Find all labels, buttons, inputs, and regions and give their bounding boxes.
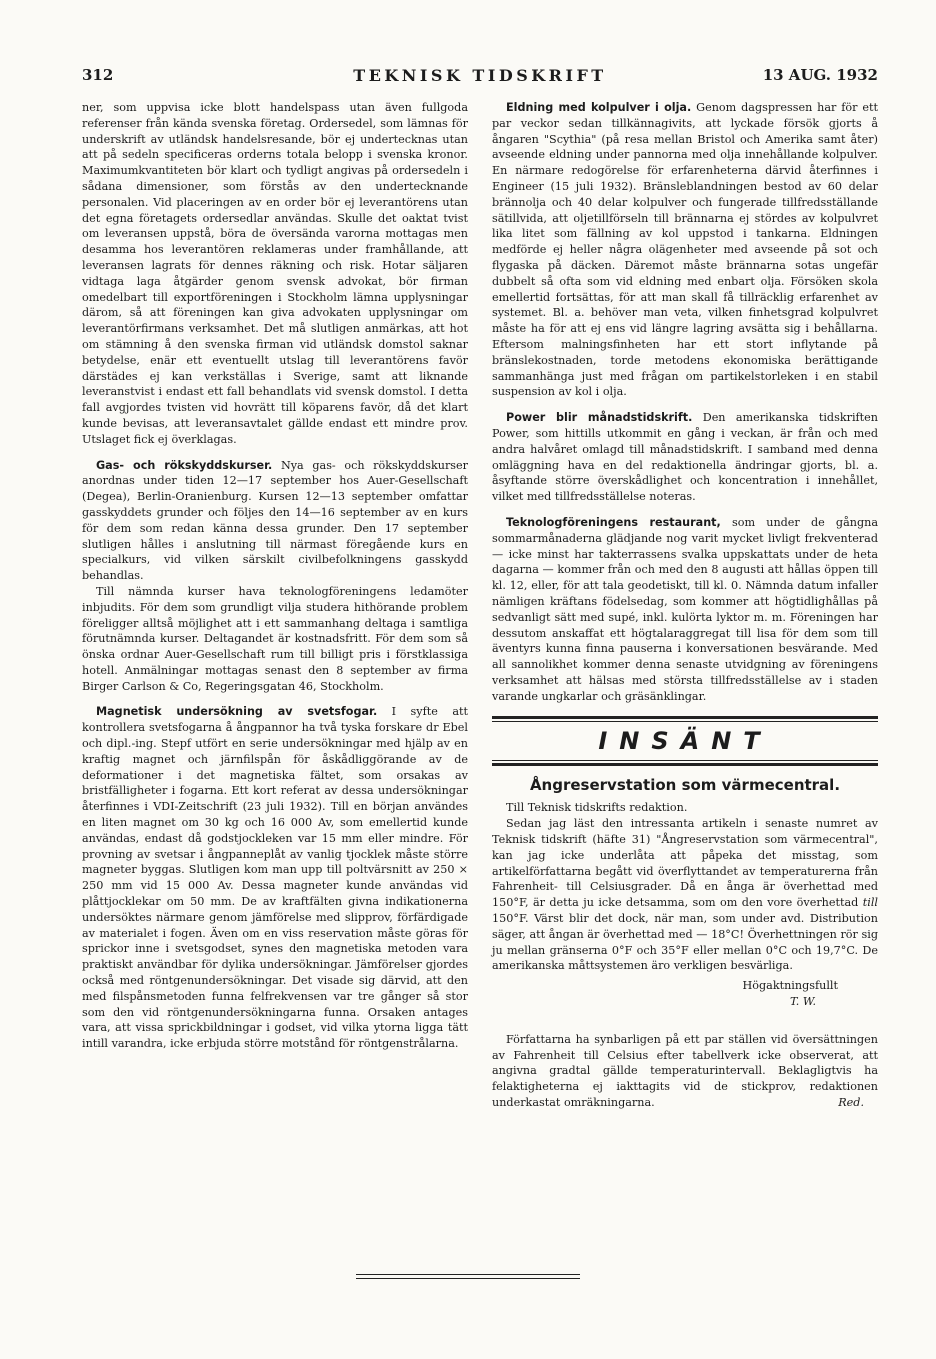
letter-signature: T. W. bbox=[789, 995, 816, 1009]
letter-body-part-1: Sedan jag läst den intressanta artikeln i senaste numret av Teknisk tidskrift (häfte 31) "Ångreservstation som värmecentral", kan jag icke underlåta att påpeka det misstag, som artikelförfattarna begått vid överflyttandet av temperaturerna från Fahrenheit- till Celsiusgrader. Då en ånga är överhettad med 150°F, är detta ju icke detsamma, som om den vore överhettad bbox=[492, 817, 878, 910]
page-header bbox=[82, 66, 878, 88]
power-article-title: Power blir månadstidskrift. bbox=[506, 411, 693, 425]
page-number: 312 bbox=[82, 66, 114, 84]
editor-note-text: Författarna ha synbarligen på ett par ställen vid översättningen av Fahrenheit till Celsius efter tabellverk icke observerat, att angivna gradtal gällde temperaturintervall. Beklagligtvis ha felaktigheterna ej iakttagits vid de stickprov, redaktionen underkastat omräkningarna. bbox=[492, 1032, 878, 1110]
page-end-rule bbox=[356, 1274, 580, 1279]
editor-signature: Red. bbox=[838, 1096, 864, 1110]
gas-article-paragraph-2: Till nämnda kurser hava teknologföreningens ledamöter inbjudits. För dem som grundligt vilja studera hithörande problem föreligger alltså möjlighet att i ett sammanhang deltaga i samtliga förutnämnda kurser. Deltagandet är kostnadsfritt. För dem som så önska ordnar Auer-Gesellschaft rum till billigt pris i förstklassiga hotell. Anmälningar mottagas senast den 8 september av firma Birger Carlson & Co, Regeringsgatan 46, Stockholm. bbox=[82, 584, 468, 693]
power-article bbox=[492, 410, 878, 505]
power-article-text: Den amerikanska tidskriften Power, som hittills utkommit en gång i veckan, är från och med andra halvåret omlagd till månadstidskrift. I samband med denna omläggning hava en del redaktionella ändringar gjorts, bl. a. åsyftande större överskådlighet och koncentration i innehållet, vilket med tillfredsställelse noteras. bbox=[492, 411, 878, 504]
letter-closing: Högaktningsfullt bbox=[742, 979, 838, 993]
letter-salutation: Till Teknisk tidskrifts redaktion. bbox=[506, 801, 688, 815]
magnet-article-text: I syfte att kontrollera svetsfogarna å ångpannor ha två tyska forskare dr Ebel och dipl.-ing. Stepf utfört en serie undersökningar med hjälp av en kraftig magnet och järnfilspån för åskådliggörande av de deformationer i det magnetiska fältet, som orsakas av bristfälligheter i fogarna. Ett kort referat av dessa undersökningar återfinnes i VDI-Zeitschrift (23 juli 1932). Till en början användes en liten magnet om 30 kg och 16 000 Av, som emellertid kunde användas, endast då godstjockleken var 15 mm eller mindre. För provning av svetsar i ångpanneplåt av vanlig tjocklek måste större magneter byggas. Slutligen kom man upp till poltvärsnitt av 250 × 250 mm vid 15 000 Av. Dessa magneter kunde användas vid plåttjocklekar om 50 mm. De av kraftfälten givna indikationerna undersöktes närmare genom jämförelse med slipprov, förfärdigade av materialet i fogen. Även om en viss reservation måste göras för sprickor inne i svetsgodset, synes den magnetiska metoden vara praktiskt användbar för dylika undersökningar. Jämförelser gjordes också med röntgenundersökningar. Det visade sig därvid, att den med filspånsmetoden funna felfrekvensen var tre gånger så stor som den vid röntgenundersökningarna funna. Orsaken antages vara, att vissa sprickbildningar i godset, vid vilka ytorna ligga tätt intill varandra, icke erbjuda större motstånd för röntgenstrålarna. bbox=[82, 705, 468, 1051]
page-end-rule-line-2 bbox=[356, 1278, 580, 1279]
left-column bbox=[82, 100, 468, 1052]
coal-article-title: Eldning med kolpulver i olja. bbox=[506, 101, 692, 114]
letter-body bbox=[492, 816, 878, 974]
page-end-rule-line-1 bbox=[356, 1274, 580, 1275]
section-rule-bottom bbox=[492, 763, 878, 766]
journal-title: TEKNISK TIDSKRIFT bbox=[353, 66, 607, 85]
coal-article bbox=[492, 100, 878, 400]
gas-article-text: Nya gas- och rökskyddskurser anordnas under tiden 12—17 september hos Auer-Gesellschaft (Degea), Berlin-Oranienburg. Kursen 12—13 september omfattar gasskyddets grunder och följes den 14—16 september av en kurs för dem som redan känna dessa grunder. Den 17 september slutligen hålles i anslutning till närmast föregående kurs en specialkurs, vid vilken särskilt civilbefolkningens gasskydd behandlas. bbox=[82, 458, 468, 583]
section-rule-top-thin bbox=[492, 721, 878, 722]
magnet-article-title: Magnetisk undersökning av svetsfogar. bbox=[96, 705, 378, 719]
gas-article-title: Gas- och rökskyddskurser. bbox=[96, 458, 273, 472]
editor-note bbox=[492, 1032, 878, 1111]
letter-body-part-2: 150°F. Värst blir det dock, när man, som under avd. Distribution säger, att ångan är överhettad med — 18°C! Överhettningen rör sig ju mellan gränserna 0°F och 35°F eller mellan 0°C och 19,7°C. De amerikanska måttsystemen äro verkligen besvärliga. bbox=[492, 912, 878, 973]
restaurant-article-title: Teknologföreningens restaurant, bbox=[506, 515, 721, 529]
restaurant-article bbox=[492, 515, 878, 705]
article-continuation: ner, som uppvisa icke blott handelspass utan även fullgoda referenser från kända svenska företag. Ordersedel, som lämnas för underskrift av utländsk handelsresande, bör ej undertecknas utan att på sedeln specificeras orderns totala belopp i svenska kronor. Maximumkvantiteten bör klart och tydligt angivas på ordersedeln i sådana dimensioner, som förstås av den undertecknande personalen. Vid placeringen av en order bör ej leverantörens utan det egna företagets ordersedlar användas. Skulle det oaktat tvist om leveransen uppstå, böra de översända varorna mottagas men desamma hos leverantören reklameras under framhållande, att leveransen lagrats för dennes räkning och risk. Hotar säljaren vidtaga laga åtgärder genom svensk advokat, bör firman omedelbart till exportföreningen i Stockholm lämna upplysningar därom, så att föreningen kan giva advokaten upplysningar om leverantörfirmans verksamhet. Det må slutligen anmärkas, att hot om stämning å den svenska firman vid utländsk domstol saknar betydelse, enär ett eventuellt utslag till leverantörens favör därstädes ej kan verkställas i Sverige, samt att liknande leveranstvist i endast ett fall behandlats vid svensk domstol. I detta fall avgjordes tvisten vid hovrätt till köparens favör, då det klart kunde bevisas, att leveransavtalet gällde endast ett mindre prov. Utslaget fick ej överklagas. bbox=[82, 101, 468, 446]
section-heading-insant: INSÄNT bbox=[598, 727, 772, 756]
section-rule-top bbox=[492, 716, 878, 719]
letter-emphasis: till bbox=[862, 896, 878, 910]
section-rule-bottom-thin bbox=[492, 760, 878, 761]
gas-article bbox=[82, 458, 468, 584]
coal-article-text: Genom dagspressen har för ett par veckor sedan tillkännagivits, att lyckade försök gjorts å ångaren "Scythia" (på resa mellan Bristol och Amerika samt åter) avseende eldning under pannorna med olja innehållande kolpulver. En närmare redogörelse för erfarenheterna därvid återfinnes i Engineer (15 juli 1932). Bränsleblandningen bestod av 60 delar brännolja och 40 delar kolpulver och fungerade tillfredsställande sätillvida, att oljetillförseln till brännarna ej stördes av kolpulvret lika litet som fällning av kol uppstod i tankarna. Eldningen medförde ej heller några olägenheter med avseende på sot och flygaska på däcken. Däremot måste brännarna sotas ungefär dubbelt så ofta som vid eldning med enbart olja. Försöken skola emellertid fortsättas, för att man skall få tillräcklig erfarenhet av systemet. Bl. a. behöver man veta, vilken finhetsgrad kolpulvret måste ha för att ej ens vid längre lagring avsätta sig i behållarna. Eftersom malningsfinheten har ett stort inflytande på bränslekostnaden, torde metodens ekonomiska berättigande sammanhänga just med frågan om partikelstorleken i en stabil suspension av kol i olja. bbox=[492, 101, 878, 399]
issue-date: 13 AUG. 1932 bbox=[762, 66, 878, 84]
magnet-article bbox=[82, 704, 468, 1052]
right-column bbox=[492, 100, 878, 1111]
restaurant-article-text: som under de gångna sommarmånaderna glädjande nog varit mycket livligt frekventerad — icke minst har takterrassens svalka uppskattats under de heta dagarna — kommer från och med den 8 augusti att hållas öppen till kl. 12, eller, för att tala geodetiskt, till kl. 0. Nämnda datum infaller nämligen kräftans födelsedag, som kommer att högtidlighållas på sedvanligt sätt med supé, inkl. kulörta lyktor m. m. Föreningen har dessutom anskaffat ett högtalaraggregat till lisa för dem som till äventyrs kunna finna pauserna i konversationen besvärande. Med all sannolikhet kommer denna senaste utvidgning av föreningens verksamhet att hälsas med största tillfredsställelse av i staden varande ungkarlar och gräsänklingar. bbox=[492, 515, 878, 703]
letter-title: Ångreservstation som värmecentral. bbox=[529, 776, 841, 795]
